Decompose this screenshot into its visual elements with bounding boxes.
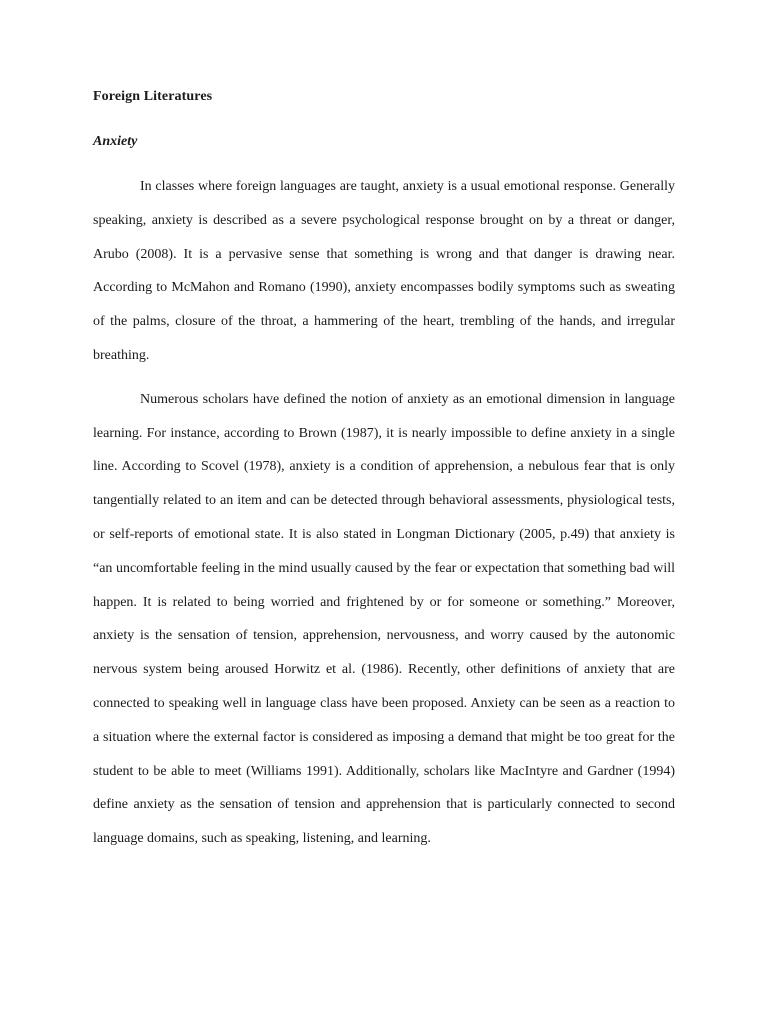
section-title: Foreign Literatures xyxy=(93,89,213,104)
paragraph-1: In classes where foreign languages are taught, anxiety is a usual emotional response. Generally speaking, anxiety is described as a severe psychological response brought on by a threat or danger, Arubo (2008). It is a pervasive sense that something is wrong and that danger is drawing near. According to McMahon and Romano (1990), anxiety encompasses bodily symptoms such as sweating of the palms, closure of the throat, a hammering of the heart, trembling of the hands, and irregular breathing. xyxy=(93,179,675,363)
document-page xyxy=(93,84,675,856)
subsection-title: Anxiety xyxy=(93,134,138,149)
paragraph-2: Numerous scholars have defined the notion of anxiety as an emotional dimension in language learning. For instance, according to Brown (1987), it is nearly impossible to define anxiety in a single line. According to Scovel (1978), anxiety is a condition of apprehension, a nebulous fear that is only tangentially related to an item and can be detected through behavioral assessments, physiological tests, or self-reports of emotional state. It is also stated in Longman Dictionary (2005, p.49) that anxiety is “an uncomfortable feeling in the mind usually caused by the fear or expectation that something bad will happen. It is related to being worried and frightened by or for someone or something.” Moreover, anxiety is the sensation of tension, apprehension, nervousness, and worry caused by the autonomic nervous system being aroused Horwitz et al. (1986). Recently, other definitions of anxiety that are connected to speaking well in language class have been proposed. Anxiety can be seen as a reaction to a situation where the external factor is considered as imposing a demand that might be too great for the student to be able to meet (Williams 1991). Additionally, scholars like MacIntyre and Gardner (1994) define anxiety as the sensation of tension and apprehension that is particularly connected to second language domains, such as speaking, listening, and learning. xyxy=(93,391,675,847)
